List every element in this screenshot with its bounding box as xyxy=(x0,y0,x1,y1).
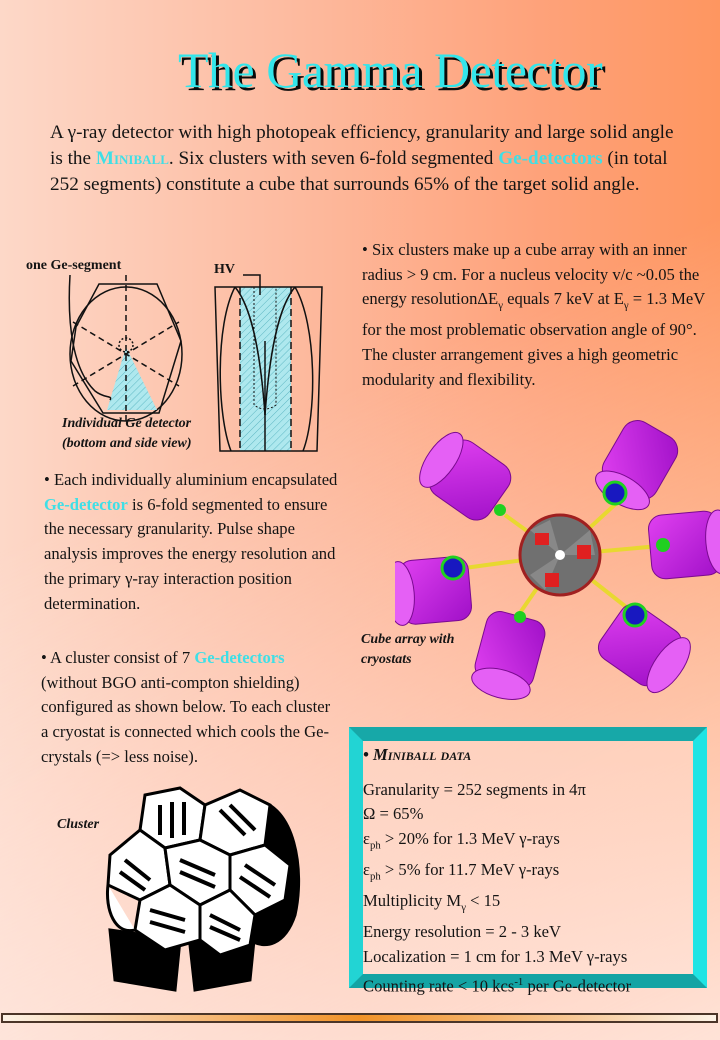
ph-subscript: ph xyxy=(369,870,381,883)
page-title: The Gamma Detector xyxy=(178,42,603,98)
efficiency-row-1 xyxy=(363,827,693,858)
paragraph-text: Six clusters make up a cube array with an inner radius > 9 cm. For a nucleus velocity v/c ~0.05 the energy resolution xyxy=(362,240,700,309)
efficiency-row-2 xyxy=(363,858,693,889)
cluster-label: Cluster xyxy=(57,817,100,832)
row-text: per Ge-detector xyxy=(523,976,632,996)
detector-caption xyxy=(62,414,192,454)
caption-line: cryostats xyxy=(361,652,412,667)
paragraph-text: (without BGO anti-compton shielding) configured as shown below. To each cluster a cryostat is connected which cools the Ge-crystals (=> less noise). xyxy=(41,672,331,766)
row-text: Multiplicity M xyxy=(363,891,462,911)
title-text: Miniball data xyxy=(372,745,472,764)
hv-label: HV xyxy=(214,262,235,277)
miniball-term: Miniball xyxy=(95,148,169,169)
miniball-data-title xyxy=(363,743,693,768)
intro-text: A γ-ray detector with high photopeak efficiency, granularity and large solid angle is the xyxy=(50,122,674,169)
paragraph-text: • A cluster consist of 7 xyxy=(41,648,195,667)
granularity-row: Granularity = 252 segments in 4π xyxy=(363,779,586,799)
energy-resolution-row: Energy resolution = 2 - 3 keV xyxy=(363,922,561,942)
delta-e-symbol: ΔE xyxy=(477,289,499,309)
paragraph-text: is 6-fold segmented to ensure the necessary granularity. Pulse shape analysis improves the energy resolution and the primary γ-ray interaction position determination. xyxy=(44,494,336,613)
bullet: • xyxy=(363,745,373,764)
caption-line: Cube array with xyxy=(361,632,455,647)
gamma-subscript: γ xyxy=(498,299,503,312)
epsilon-symbol: ε xyxy=(363,829,370,849)
multiplicity-row xyxy=(363,889,693,920)
paragraph-text: equals 7 keV at E xyxy=(502,289,624,309)
ge-detectors-term: Ge-detectors xyxy=(194,648,285,667)
caption-line: Individual Ge detector xyxy=(62,416,192,431)
ge-detectors-term: Ge-detectors xyxy=(498,148,603,169)
row-text: Counting rate < 10 kcs xyxy=(363,976,515,996)
gamma-subscript: γ xyxy=(461,901,466,914)
footer-divider-bar xyxy=(1,1013,718,1023)
detector-side-view xyxy=(215,275,322,451)
epsilon-symbol: ε xyxy=(363,860,370,880)
exponent: -1 xyxy=(514,975,524,988)
ge-detector-paragraph xyxy=(44,468,344,616)
paragraph-text: = 1.3 MeV for the most problematic observation angle of 90°. The cluster arrangement gives a high geometric modularity and flexibility. xyxy=(362,289,705,389)
localization-row: Localization = 1 cm for 1.3 MeV γ-rays xyxy=(363,946,628,966)
row-text: < 15 xyxy=(465,891,501,911)
ge-segment-label: one Ge-segment xyxy=(26,258,122,273)
cluster-illustration xyxy=(80,780,310,995)
counting-rate-row xyxy=(363,970,693,999)
solid-angle-row: Ω = 65% xyxy=(363,804,424,824)
caption-line: (bottom and side view) xyxy=(62,436,192,451)
intro-paragraph xyxy=(50,120,690,198)
cube-array-paragraph xyxy=(362,238,720,393)
row-text: > 20% for 1.3 MeV γ-rays xyxy=(380,829,560,849)
bullet: • xyxy=(362,240,368,259)
intro-text: . Six clusters with seven 6-fold segmented xyxy=(168,148,499,169)
ph-subscript: ph xyxy=(369,839,381,852)
miniball-data-content xyxy=(363,741,693,999)
row-text: > 5% for 11.7 MeV γ-rays xyxy=(380,860,560,880)
cube-array-caption xyxy=(361,630,454,670)
cube-core xyxy=(520,515,600,595)
cluster-paragraph xyxy=(41,646,341,770)
paragraph-text: • Each individually aluminium encapsulated xyxy=(44,470,338,489)
ge-detector-term: Ge-detector xyxy=(44,494,128,514)
intro-text: (in total 252 segments) constitute a cube that surrounds 65% of the target solid angle. xyxy=(50,148,668,195)
miniball-data-box xyxy=(349,727,707,996)
gamma-subscript: γ xyxy=(623,299,629,312)
